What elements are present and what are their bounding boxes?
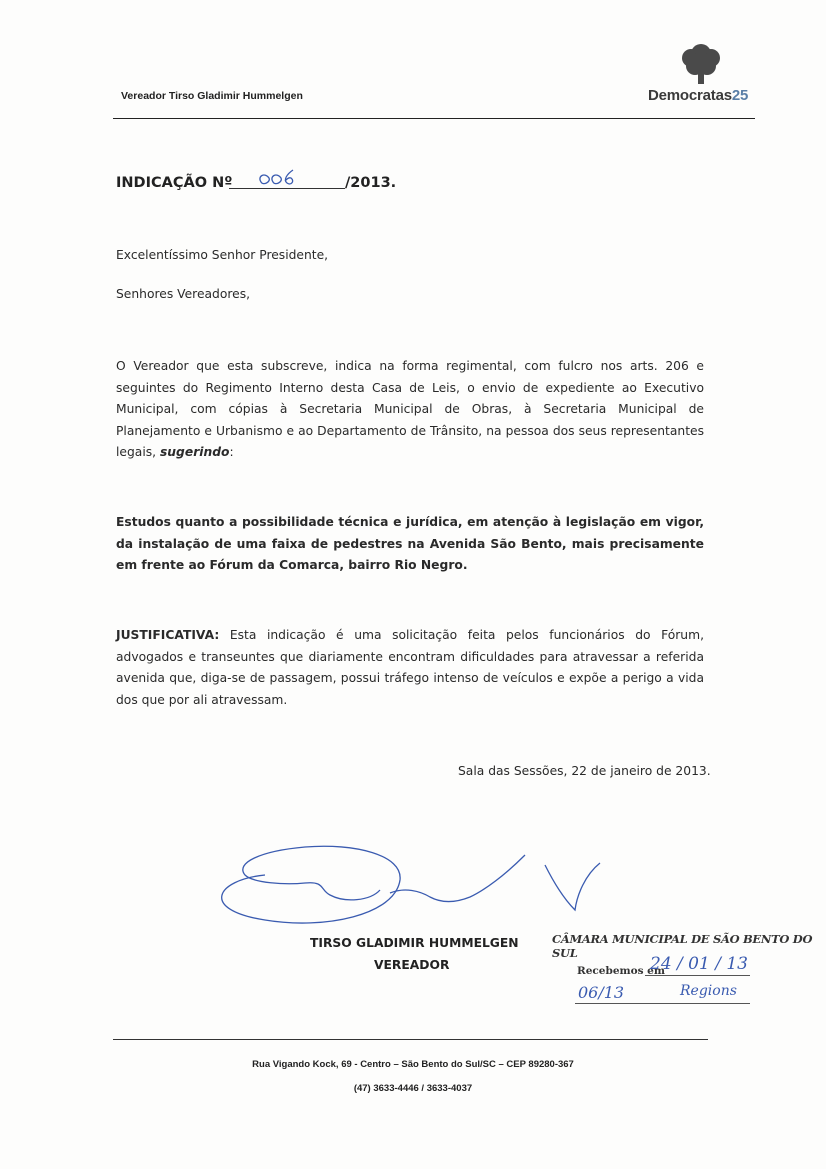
signer-name: TIRSO GLADIMIR HUMMELGEN [310, 936, 519, 950]
footer-phone: (47) 3633-4446 / 3633-4037 [353, 1083, 473, 1094]
handwritten-signature [205, 835, 615, 935]
footer-divider [113, 1039, 708, 1040]
reception-stamp-registry-note: Regions [680, 983, 737, 999]
logo-number: 25 [731, 87, 749, 104]
logo-wordmark [648, 87, 748, 104]
handwritten-document-number [255, 166, 305, 188]
reception-stamp-date: 24 / 01 / 13 [650, 954, 748, 974]
proposal-paragraph: Estudos quanto a possibilidade técnica e jurídica, em atenção à legislação em vigor, da instalação de uma faixa de pedestres na Avenida São Bento, mais precisamente em frente ao Fórum da Comarca, bairro Rio Negro. [116, 515, 704, 572]
stamp-date-underline [645, 975, 750, 976]
document-title-year: /2013. [345, 175, 397, 191]
document-title-prefix: INDICAÇÃO Nº [116, 175, 233, 191]
body-paragraph [116, 356, 704, 464]
footer-address: Rua Vigando Kock, 69 - Centro – São Bento do Sul/SC – CEP 89280-367 [252, 1059, 574, 1070]
salutation-president: Excelentíssimo Senhor Presidente, [116, 248, 329, 262]
body-text: O Vereador que esta subscreve, indica na forma regimental, com fulcro nos arts. 206 e seguintes do Regimento Interno desta Casa de Leis, o envio de expediente ao Executivo Municipal, com cópias à Secretaria Municipal de Obras, à Secretaria Municipal de Planejamento e Urbanismo e ao Departamento de Trânsito, na pessoa dos seus representantes legais, [116, 359, 704, 459]
title-number-underline [229, 188, 345, 189]
justification-text: Esta indicação é uma solicitação feita pelos funcionários do Fórum, advogados e transeuntes que diariamente encontram dificuldades para atravessar a referida avenida que, diga-se de passagem, possui tráfego intenso de veículos e expõe a perigo a vida dos que por ali atravessam. [116, 628, 704, 707]
body-suggestion: sugerindo [159, 445, 230, 459]
closing-place-date: Sala das Sessões, 22 de janeiro de 2013. [458, 764, 711, 778]
stamp-registry-underline [575, 1003, 750, 1004]
logo-word: Democratas [648, 87, 732, 104]
reception-stamp-label: Recebemos em [577, 965, 665, 977]
header-divider [113, 118, 755, 119]
signer-role: VEREADOR [374, 958, 450, 972]
salutation-councilors: Senhores Vereadores, [116, 287, 251, 301]
justification-paragraph [116, 625, 704, 711]
reception-stamp-title: CÂMARA MUNICIPAL DE SÃO BENTO DO SUL [552, 932, 813, 960]
header-councilor-name: Vereador Tirso Gladimir Hummelgen [121, 90, 303, 102]
justification-label: JUSTIFICATIVA: [116, 628, 220, 642]
reception-stamp-registry: 06/13 [578, 983, 625, 1002]
body-end: : [229, 445, 234, 459]
